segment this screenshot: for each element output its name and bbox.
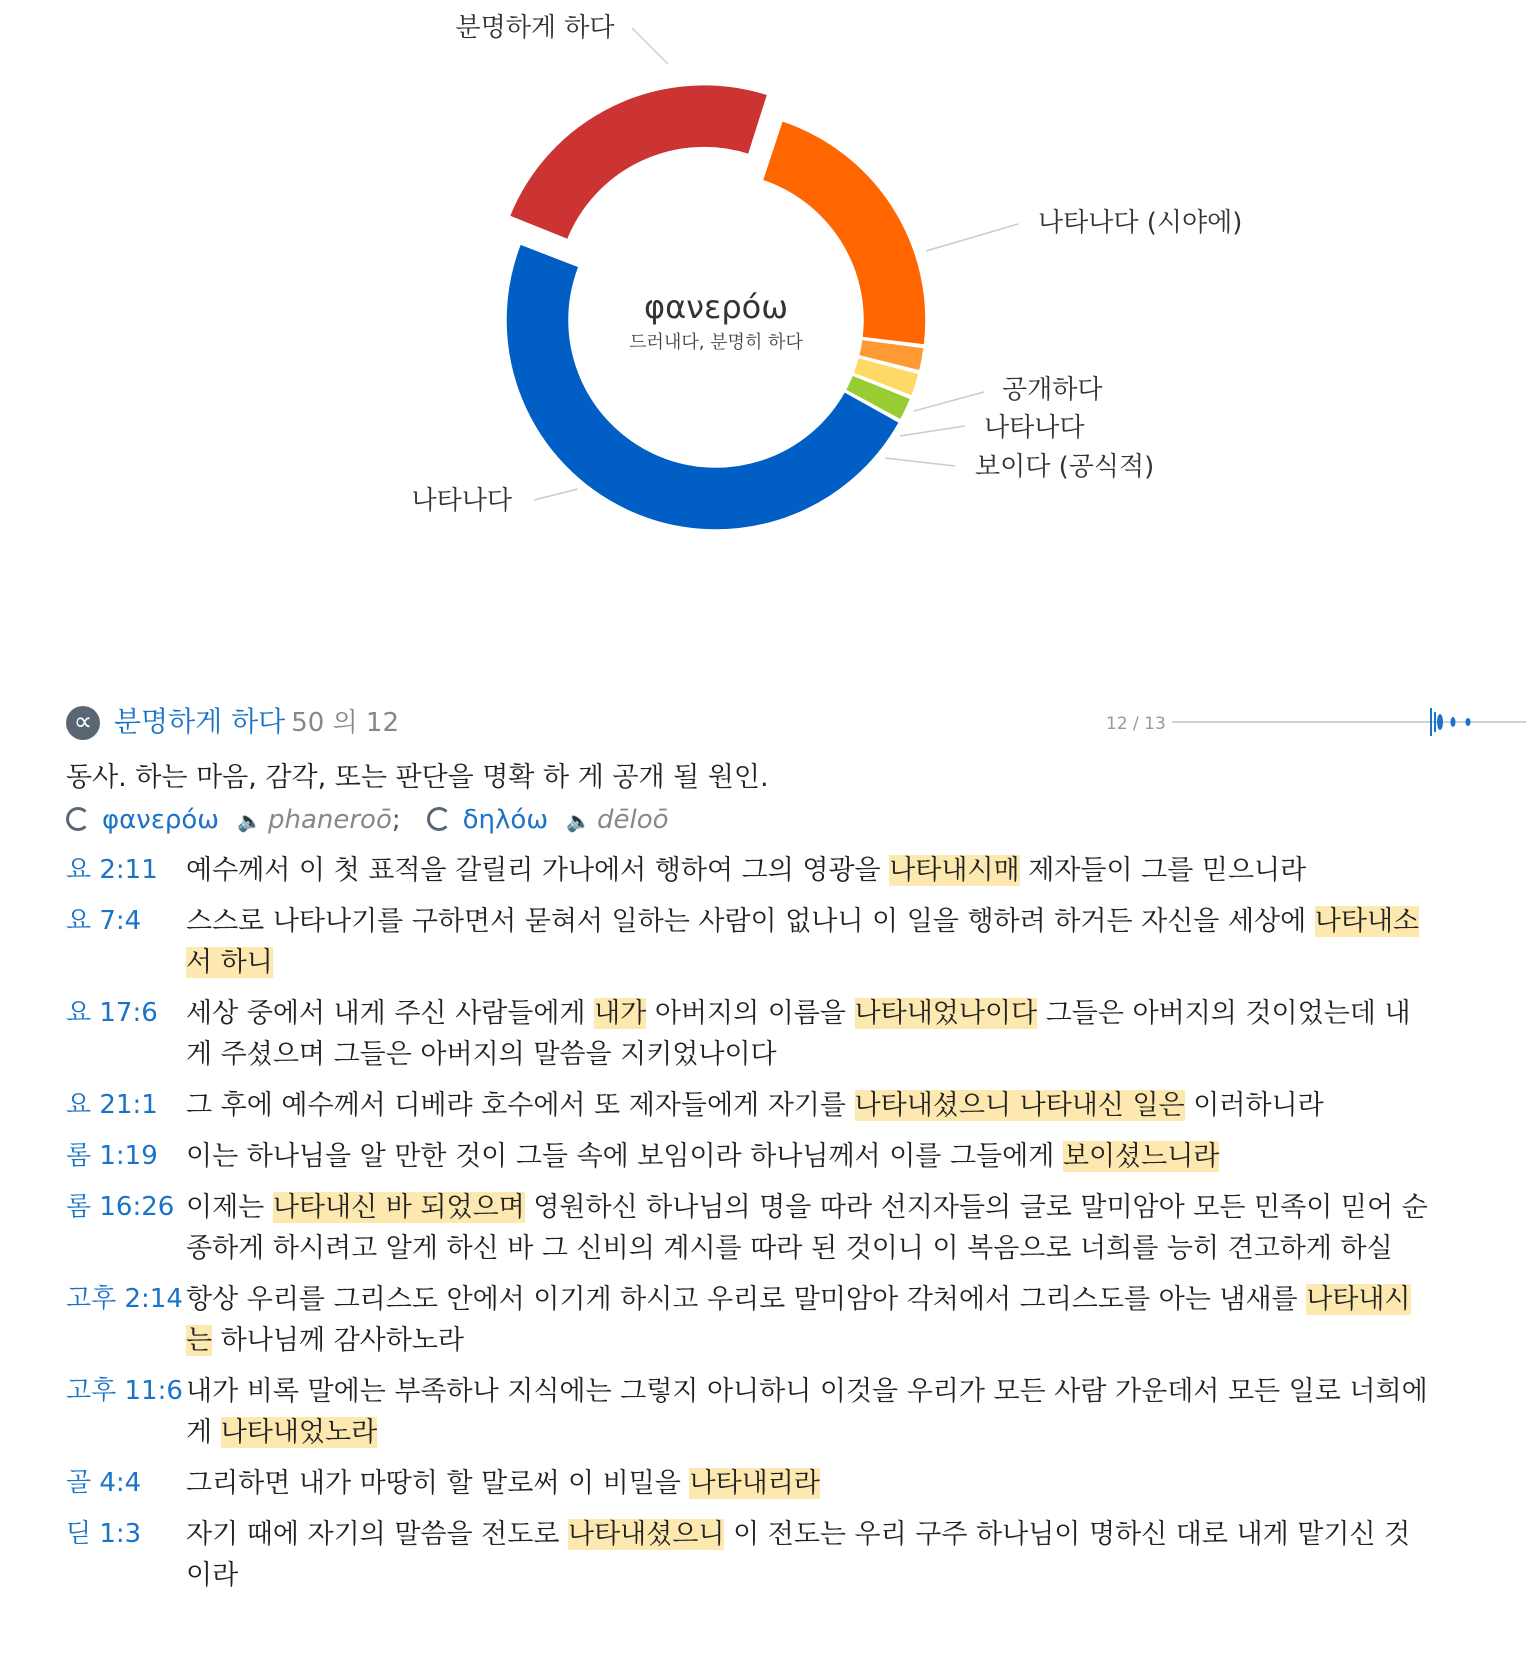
verse-text <box>186 1279 1436 1361</box>
slice-label[interactable]: 보이다 (공식적) <box>975 452 1155 482</box>
highlighted-word[interactable]: 나타내시매 <box>889 855 1020 886</box>
verse-text <box>186 1463 1436 1504</box>
verse-text <box>186 1136 1436 1177</box>
slice-label[interactable]: 분명하게 하다 <box>455 13 615 43</box>
verse-reference-link[interactable]: 골 4:4 <box>66 1468 142 1498</box>
highlighted-word[interactable]: 나타내었노라 <box>220 1417 378 1448</box>
timeline-marker <box>1437 714 1443 730</box>
verse-row <box>66 1085 1526 1126</box>
sense-title[interactable]: 분명하게 하다 <box>114 705 286 738</box>
verse-reference-link[interactable]: 롬 16:26 <box>66 1192 175 1222</box>
verse-text-segment: 영원하신 하나님의 명을 따라 선지자들의 글로 말미암아 모든 민족이 믿어 순종하게 하시려고 알게 하신 바 그 신비의 계시를 따라 된 것이니 이 복음으로 너희를 능히 견고하게 하실 <box>186 1192 1428 1264</box>
lemma-icon <box>66 807 90 831</box>
highlighted-word[interactable]: 내가 <box>594 998 647 1029</box>
verse-row <box>66 901 1526 983</box>
leader-line <box>632 28 668 64</box>
verse-text-segment: 하나님께 감사하노라 <box>212 1325 464 1356</box>
verse-text-segment: 항상 우리를 그리스도 안에서 이기게 하시고 우리로 말미암아 각처에서 그리스도를 아는 냄새를 <box>186 1284 1307 1315</box>
verse-text <box>186 850 1436 891</box>
highlighted-word[interactable]: 나타내시는 <box>186 1284 1411 1356</box>
verse-text-segment: 자기 때에 자기의 말씀을 전도로 <box>186 1519 568 1550</box>
verse-row <box>66 1463 1526 1504</box>
leader-line <box>914 392 984 411</box>
sense-header <box>66 700 1526 750</box>
sense-count: 50 의 12 <box>291 708 400 738</box>
lemma-row <box>66 800 1526 844</box>
slice-label[interactable]: 나타나다 (시야에) <box>1038 208 1243 238</box>
alpha-icon[interactable]: ∝ <box>66 706 100 740</box>
verse-text <box>186 1187 1436 1269</box>
lemma-transliteration: phaneroō <box>267 805 392 835</box>
verse-row <box>66 1187 1526 1269</box>
verse-text-segment: 이 전도는 우리 구주 하나님이 명하신 대로 내게 맡기신 것이라 <box>186 1519 1411 1591</box>
highlighted-word[interactable]: 나타내리라 <box>689 1468 820 1499</box>
verse-list <box>66 850 1526 1596</box>
verse-text <box>186 1514 1436 1596</box>
sense-title-link[interactable] <box>114 700 399 740</box>
donut-chart <box>0 0 1526 600</box>
highlighted-word[interactable]: 나타내신 바 되었으며 <box>272 1192 525 1223</box>
speaker-icon[interactable]: 🔈 <box>237 809 262 833</box>
leader-line <box>885 458 955 466</box>
verse-reference-link[interactable]: 요 17:6 <box>66 998 158 1028</box>
verse-reference-link[interactable]: 요 21:1 <box>66 1090 158 1120</box>
verse-reference-link[interactable]: 요 2:11 <box>66 855 158 885</box>
verse-text-segment: 이제는 <box>186 1192 273 1223</box>
verse-text-segment: 세상 중에서 내게 주신 사람들에게 <box>186 998 595 1029</box>
verse-row <box>66 850 1526 891</box>
verse-text-segment: 그리하면 내가 마땅히 할 말로써 이 비밀을 <box>186 1468 690 1499</box>
pager-text: 12 / 13 <box>1106 714 1166 734</box>
speaker-icon[interactable]: 🔈 <box>566 809 591 833</box>
verse-text <box>186 901 1436 983</box>
donut-slice[interactable] <box>509 85 767 240</box>
distribution-timeline[interactable] <box>1172 700 1526 744</box>
verse-text <box>186 993 1436 1075</box>
highlighted-word[interactable]: 보이셨느니라 <box>1062 1141 1220 1172</box>
verse-text-segment: 제자들이 그를 믿으니라 <box>1019 855 1307 886</box>
leader-line <box>900 426 965 436</box>
verse-text-segment: 스스로 나타나기를 구하면서 묻혀서 일하는 사람이 없나니 이 일을 행하려 하거든 자신을 세상에 <box>186 906 1315 937</box>
verse-text-segment: 내가 비록 말에는 부족하나 지식에는 그렇지 아니하니 이것을 우리가 모든 사람 가운데서 모든 일로 너희에게 <box>186 1376 1428 1448</box>
sense-panel <box>66 700 1526 1606</box>
verse-reference-link[interactable]: 요 7:4 <box>66 906 142 936</box>
lemma-separator: ; <box>391 805 401 835</box>
highlighted-word[interactable]: 나타내소서 하니 <box>186 906 1420 978</box>
timeline-marker <box>1451 717 1456 727</box>
leader-line <box>926 224 1018 251</box>
verse-reference-link[interactable]: 롬 1:19 <box>66 1141 158 1171</box>
leader-line <box>534 489 578 500</box>
verse-row <box>66 1514 1526 1596</box>
lemma-icon <box>427 807 451 831</box>
verse-row <box>66 1136 1526 1177</box>
verse-text <box>186 1085 1436 1126</box>
verse-row <box>66 1371 1526 1453</box>
verse-text-segment: 그 후에 예수께서 디베랴 호수에서 또 제자들에게 자기를 <box>186 1090 855 1121</box>
verse-text <box>186 1371 1436 1453</box>
lemma-link[interactable]: φανερόω <box>102 805 220 835</box>
center-word: φανερόω <box>643 288 789 326</box>
verse-text-segment: 이는 하나님을 알 만한 것이 그들 속에 보임이라 하나님께서 이를 그들에게 <box>186 1141 1063 1172</box>
lemma-link[interactable]: δηλόω <box>462 805 549 835</box>
center-gloss: 드러내다, 분명히 하다 <box>629 332 803 353</box>
verse-text-segment: 예수께서 이 첫 표적을 갈릴리 가나에서 행하여 그의 영광을 <box>186 855 890 886</box>
slice-label[interactable]: 나타나다 <box>411 486 512 516</box>
donut-slice[interactable] <box>506 244 899 530</box>
verse-row <box>66 1279 1526 1361</box>
highlighted-word[interactable]: 나타내셨으니 <box>567 1519 725 1550</box>
slice-label[interactable]: 나타나다 <box>984 413 1085 443</box>
highlighted-word[interactable]: 나타내셨으니 나타내신 일은 <box>854 1090 1185 1121</box>
slice-label[interactable]: 공개하다 <box>1002 375 1103 405</box>
highlighted-word[interactable]: 나타내었나이다 <box>854 998 1038 1029</box>
verse-reference-link[interactable]: 고후 11:6 <box>66 1376 183 1406</box>
verse-text-segment: 아버지의 이름을 <box>646 998 855 1029</box>
verse-text-segment: 그들은 아버지의 것이었는데 내게 주셨으며 그들은 아버지의 말씀을 지키었나이다 <box>186 998 1411 1070</box>
definition-text: 동사. 하는 마음, 감각, 또는 판단을 명확 하 게 공개 될 원인. <box>66 762 769 793</box>
timeline-marker <box>1466 718 1471 726</box>
verse-reference-link[interactable]: 고후 2:14 <box>66 1284 183 1314</box>
verse-text-segment: 이러하니라 <box>1184 1090 1324 1121</box>
lemma-transliteration: dēloō <box>597 805 669 835</box>
verse-reference-link[interactable]: 딛 1:3 <box>66 1519 142 1549</box>
verse-row <box>66 993 1526 1075</box>
chart-area <box>0 0 1526 600</box>
